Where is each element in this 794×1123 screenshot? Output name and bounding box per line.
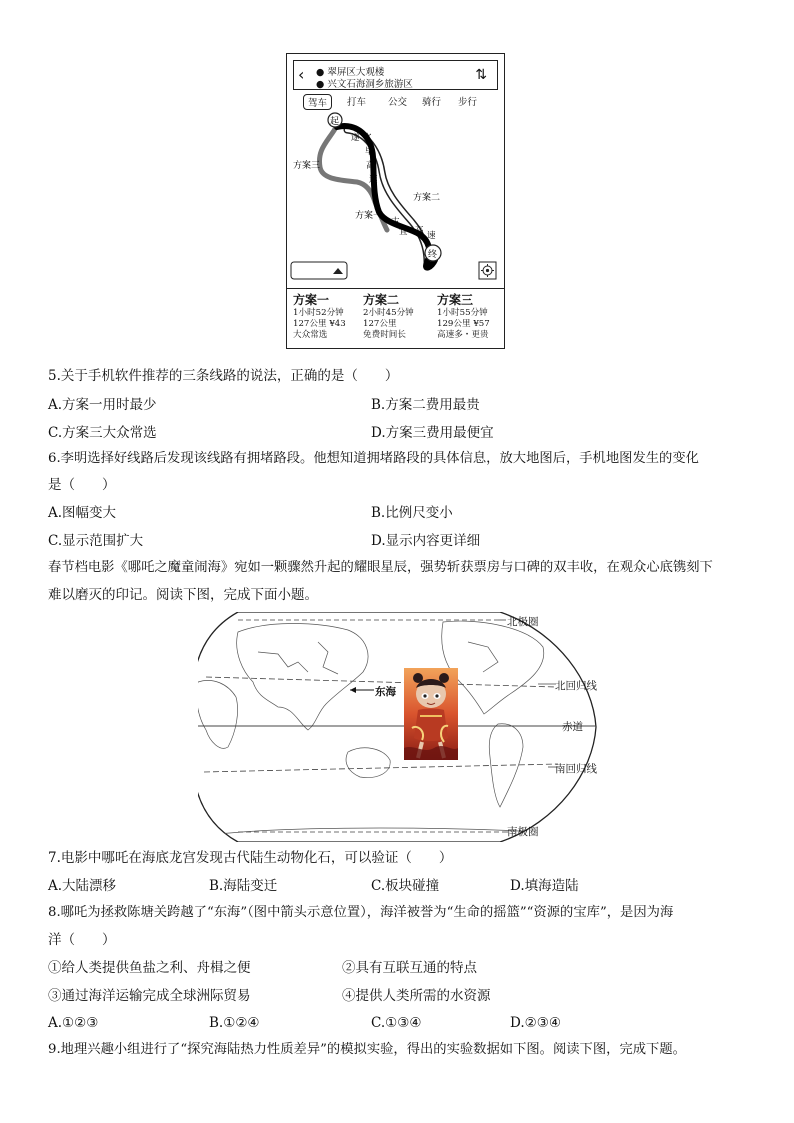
road-char: 高: [415, 226, 424, 236]
q7-option-c: C.板块碰撞: [371, 878, 440, 894]
q8-statement-4: ④提供人类所需的水资源: [342, 988, 491, 1004]
q9-stem: 9.地理兴趣小组进行了“探究海陆热力性质差异”的模拟实验，得出的实验数据如下图。阅读下图，完成下题。: [48, 1042, 686, 1057]
q8-statement-2: ②具有互联互通的特点: [342, 960, 477, 976]
q7-option-d: D.填海造陆: [510, 878, 579, 894]
q6-option-c: C.显示范围扩大: [48, 533, 144, 549]
plan2-map-label: 方案二: [413, 193, 441, 203]
plan2-name: 方案二: [363, 293, 400, 307]
tab-drive: 驾车: [303, 94, 332, 110]
plan1-map-label: 方案一: [355, 211, 383, 221]
destination-row: ● 兴文石海洞乡旅游区: [316, 79, 413, 90]
plan2-info: 127公里: [363, 319, 397, 329]
plan2-time: 2小时45分钟: [363, 308, 414, 318]
route-map: [287, 112, 503, 288]
q7-option-b: B.海陆变迁: [209, 878, 278, 894]
route-address-box: [293, 60, 498, 90]
tab-taxi: 打车: [347, 97, 367, 108]
plan3-name: 方案三: [437, 293, 474, 307]
east-sea-label: 东海: [375, 686, 396, 698]
road-char: 遂: [351, 133, 360, 143]
plan1-name: 方案一: [293, 293, 330, 307]
map-outline: [198, 612, 596, 842]
travel-mode-tabs: [287, 94, 504, 110]
world-map: [198, 612, 598, 842]
chevron-left-icon: ‹: [298, 65, 305, 84]
plan3-time: 1小时55分钟: [437, 308, 488, 318]
q5-option-a: A.方案一用时最少: [48, 397, 157, 413]
plan-summary: [287, 288, 504, 349]
road-char: 高: [366, 161, 375, 171]
origin-text: 翠屏区大观楼: [327, 67, 385, 78]
intro-line2: 难以磨灭的印记。阅读下图，完成下面小题。: [48, 587, 318, 603]
road-char: 毕: [365, 147, 374, 157]
tab-bike: 骑行: [422, 97, 442, 108]
arctic-circle-label: 北极圈: [507, 616, 539, 628]
end-label: 终: [428, 250, 438, 260]
q6-option-b: B.比例尺变小: [371, 505, 453, 521]
q8-stem-line1: 8.哪吒为拯救陈塘关跨越了“东海”（图中箭头示意位置），海洋被誉为“生命的摇篮”“资源的宝库”，是因为海: [48, 905, 674, 920]
start-label: 起: [330, 117, 340, 127]
plan1-info: 127公里 ¥43: [293, 319, 346, 329]
tab-transit: 公交: [388, 97, 408, 108]
plan3-summary: [437, 293, 490, 341]
q8-statement-1: ①给人类提供鱼盐之利、舟楫之便: [48, 960, 251, 976]
origin-row: ● 翠屏区大观楼: [316, 67, 385, 78]
plan1-tag: 大众常选: [293, 330, 328, 340]
plan1-time: 1小时52分钟: [293, 308, 344, 318]
tropic-of-capricorn-label: 南回归线: [555, 763, 597, 775]
q8-option-b: B.①②④: [209, 1015, 260, 1031]
plan2-tag: 免费时间长: [363, 330, 406, 340]
plan3-map-label: 方案三: [293, 161, 321, 171]
road-char: 宜: [399, 227, 408, 237]
intro-line1: 春节档电影《哪吒之魔童闹海》宛如一颗骤然升起的耀眼星辰，强势斩获票房与口碑的双丰收，在观众心底镌刻下: [48, 560, 713, 575]
tropic-of-cancer-label: 北回归线: [555, 680, 597, 692]
plan1-summary: [293, 293, 346, 341]
plan2-summary: [363, 293, 414, 341]
road-char: 宜: [363, 133, 372, 143]
q6-stem-line2: 是（ ）: [48, 477, 116, 493]
q8-statement-3: ③通过海洋运输完成全球洲际贸易: [48, 988, 251, 1004]
q8-option-c: C.①③④: [371, 1015, 422, 1031]
q8-option-d: D.②③④: [510, 1015, 561, 1031]
q5-option-c: C.方案三大众常选: [48, 425, 157, 441]
road-char: 古: [391, 217, 400, 227]
swap-arrows-icon: ⇅: [475, 67, 487, 83]
antarctic-circle-label: 南极圈: [507, 826, 539, 838]
q8-option-a: A.①②③: [48, 1015, 99, 1031]
road-char: 速: [369, 175, 378, 185]
q5-stem: 5.关于手机软件推荐的三条线路的说法，正确的是（ ）: [48, 368, 399, 384]
navigation-app-figure: [286, 53, 505, 349]
equator-label: 赤道: [562, 721, 583, 733]
plan3-info: 129公里 ¥57: [437, 319, 490, 329]
q7-option-a: A.大陆漂移: [48, 878, 117, 894]
q7-stem: 7.电影中哪吒在海底龙宫发现古代陆生动物化石，可以验证（ ）: [48, 850, 453, 866]
nezha-movie-poster: [404, 668, 458, 760]
plan3-tag: 高速多・更贵: [437, 330, 489, 340]
q5-option-b: B.方案二费用最贵: [371, 397, 480, 413]
tab-walk: 步行: [458, 97, 478, 108]
road-char: 速: [427, 231, 436, 241]
q8-stem-line2: 洋（ ）: [48, 932, 116, 948]
q6-option-a: A.图幅变大: [48, 505, 117, 521]
q6-stem-line1: 6.李明选择好线路后发现该线路有拥堵路段。他想知道拥堵路段的具体信息，放大地图后，手机地图发生的变化: [48, 451, 699, 466]
q6-option-d: D.显示内容更详细: [371, 533, 481, 549]
q5-option-d: D.方案三费用最便宜: [371, 425, 494, 441]
destination-text: 兴文石海洞乡旅游区: [327, 79, 413, 90]
